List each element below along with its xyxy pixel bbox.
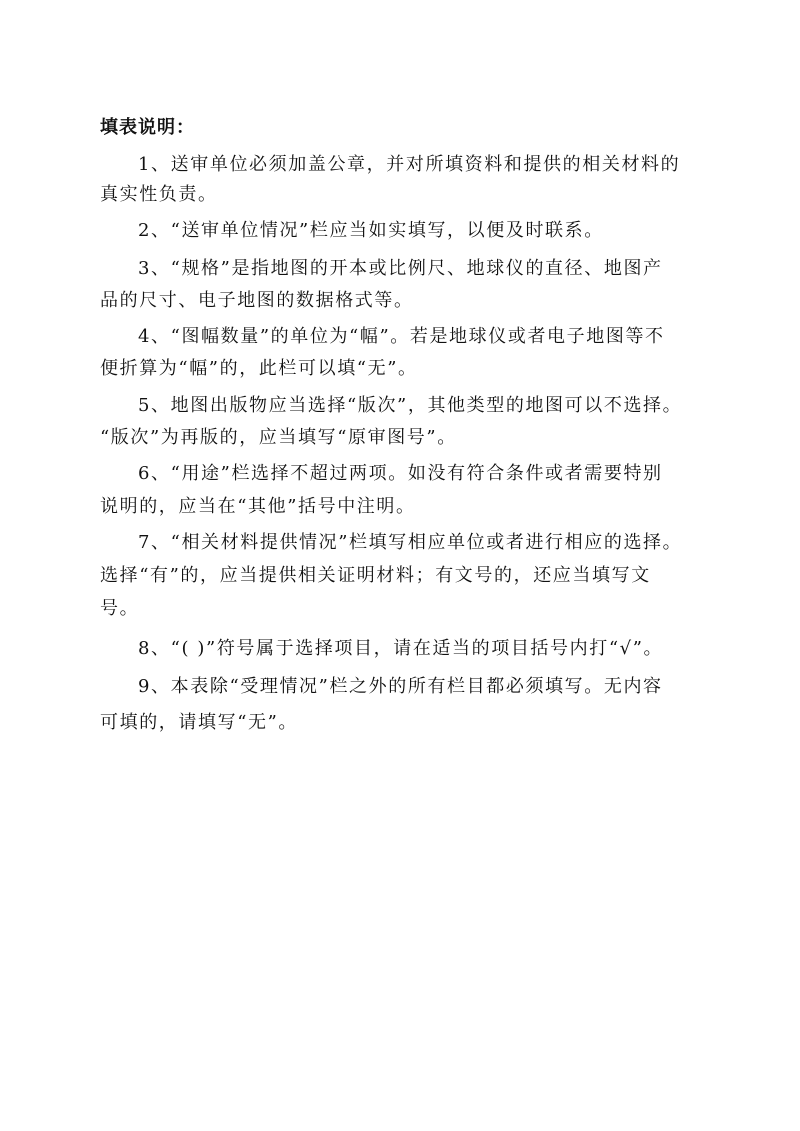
instruction-1-line-2: 真实性负责。 <box>100 184 218 205</box>
instruction-5-line-1: 5、地图出版物应当选择“版次”，其他类型的地图可以不选择。 <box>138 395 683 416</box>
instruction-7-line-2: 选择“有”的，应当提供相关证明材料；有文号的，还应当填写文 <box>100 565 651 586</box>
instruction-6-line-2: 说明的，应当在“其他”括号中注明。 <box>100 496 416 517</box>
instruction-3-line-2: 品的尺寸、电子地图的数据格式等。 <box>100 290 414 311</box>
instruction-5-line-2: “版次”为再版的，应当填写“原审图号”。 <box>100 427 457 448</box>
instruction-3-line-1: 3、“规格”是指地图的开本或比例尺、地球仪的直径、地图产 <box>138 258 663 279</box>
instruction-2-line-1: 2、“送审单位情况”栏应当如实填写，以便及时联系。 <box>138 220 604 241</box>
instruction-6-line-1: 6、“用途”栏选择不超过两项。如没有符合条件或者需要特别 <box>138 463 663 484</box>
instruction-4-line-2: 便折算为“幅”的，此栏可以填“无”。 <box>100 358 418 379</box>
instruction-7-line-1: 7、“相关材料提供情况”栏填写相应单位或者进行相应的选择。 <box>138 532 683 553</box>
instruction-4-line-1: 4、“图幅数量”的单位为“幅”。若是地球仪或者电子地图等不 <box>138 326 665 347</box>
instruction-1-line-1: 1、送审单位必须加盖公章，并对所填资料和提供的相关材料的 <box>138 154 681 175</box>
instruction-9-line-2: 可填的，请填写“无”。 <box>100 712 299 733</box>
instruction-8-line-1: 8、“( )”符号属于选择项目，请在适当的项目括号内打“√”。 <box>138 638 664 659</box>
instruction-7-line-3: 号。 <box>100 598 140 619</box>
instruction-9-line-1: 9、本表除“受理情况”栏之外的所有栏目都必须填写。无内容 <box>138 676 663 697</box>
page-title: 填表说明： <box>100 117 195 138</box>
